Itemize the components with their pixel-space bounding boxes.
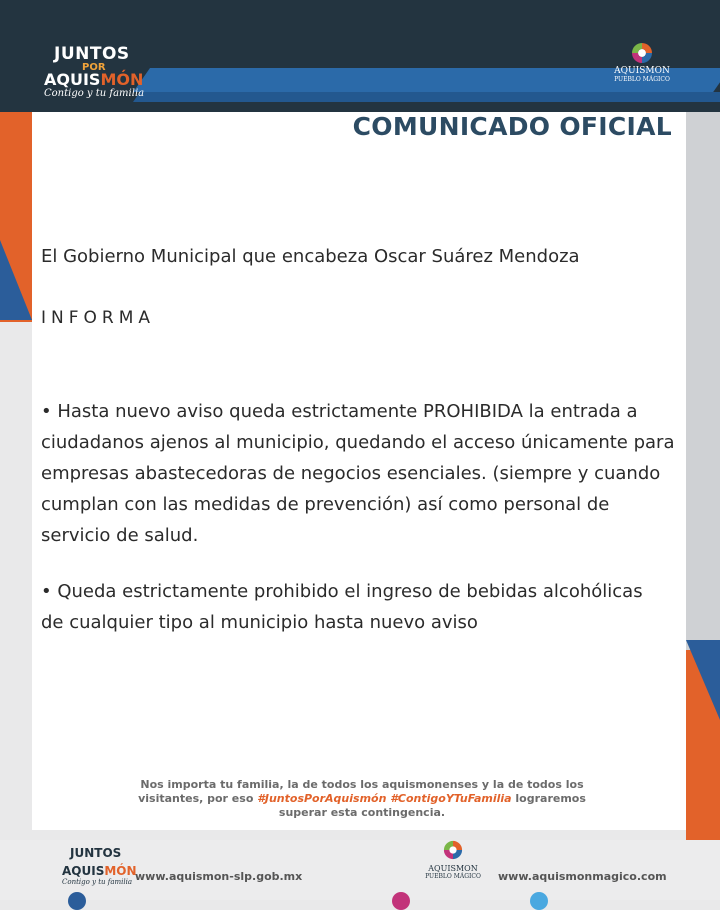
juntos-por-aquismon-logo bbox=[42, 42, 152, 102]
pinwheel-icon bbox=[443, 840, 463, 860]
logo-line-juntos: JUNTOS bbox=[54, 44, 130, 64]
twitter-icon[interactable] bbox=[530, 892, 548, 910]
page-title: COMUNICADO OFICIAL bbox=[352, 112, 672, 141]
informa-heading: INFORMA bbox=[41, 308, 155, 328]
website-link-magico[interactable]: www.aquismonmagico.com bbox=[498, 870, 667, 883]
bottom-logo-aquis: AQUIS bbox=[62, 864, 105, 878]
website-link-gob[interactable]: www.aquismon-slp.gob.mx bbox=[135, 870, 303, 883]
bottom-aquismon-logo bbox=[425, 840, 481, 884]
header-stripe-secondary bbox=[133, 92, 720, 102]
aquismon-pueblo-magico-logo bbox=[612, 42, 672, 86]
bottom-logo-aquismon bbox=[62, 864, 137, 878]
left-accent-blue bbox=[0, 240, 32, 320]
logo-mon: MÓN bbox=[100, 70, 144, 89]
aquismon-name: AQUISMON bbox=[614, 66, 670, 76]
logo-line-aquismon bbox=[44, 70, 143, 89]
intro-text: El Gobierno Municipal que encabeza Oscar Suárez Mendoza bbox=[41, 246, 580, 267]
right-accent-blue bbox=[686, 640, 720, 720]
logo-aquis: AQUIS bbox=[44, 70, 101, 89]
bottom-logo-juntos: JUNTOS bbox=[70, 846, 122, 860]
instagram-icon[interactable] bbox=[392, 892, 410, 910]
bottom-aquismon-name: AQUISMON bbox=[428, 864, 478, 873]
bottom-bar bbox=[0, 840, 720, 900]
logo-line-por: POR bbox=[82, 62, 106, 73]
bullet-alcohol-prohibited bbox=[41, 576, 681, 638]
header-band bbox=[0, 0, 720, 112]
announcement-card bbox=[32, 112, 686, 830]
bullet-entry-prohibited: • Hasta nuevo aviso queda estrictamente PROHIBIDA la entrada a ciudadanos ajenos al municipio, quedando el acceso únicamente para empresas abastecedoras de negocios esenciales. (siempre y cuando cumplan con las medidas de prevención) así como personal de servicio de salud. bbox=[41, 401, 675, 546]
bottom-logo-tagline: Contigo y tu familia bbox=[62, 878, 133, 886]
right-accent-gray bbox=[686, 112, 720, 652]
pinwheel-icon bbox=[631, 42, 653, 64]
bottom-juntos-logo bbox=[62, 846, 137, 886]
logo-tagline: Contigo y tu familia bbox=[44, 88, 145, 99]
bottom-pueblo-magico: PUEBLO MÁGICO bbox=[425, 873, 481, 880]
footer-note bbox=[132, 778, 592, 820]
facebook-icon[interactable] bbox=[68, 892, 86, 910]
bullet-alcohol-line1: • Queda estrictamente prohibido el ingreso de bebidas alcohólicas bbox=[41, 581, 643, 602]
bottom-logo-mon: MÓN bbox=[104, 864, 137, 878]
footer-hashtags: #JuntosPorAquismón #ContigoYTuFamilia bbox=[257, 792, 512, 805]
pueblo-magico-label: PUEBLO MÁGICO bbox=[614, 76, 670, 83]
bullet-alcohol-line2: de cualquier tipo al municipio hasta nuevo aviso bbox=[41, 612, 478, 633]
footer-note-b: lograremos superar esta contingencia. bbox=[278, 792, 586, 819]
footer-note-a: Nos importa tu familia, la de todos los aquismonenses y la de todos los visitantes, por eso bbox=[138, 778, 584, 805]
